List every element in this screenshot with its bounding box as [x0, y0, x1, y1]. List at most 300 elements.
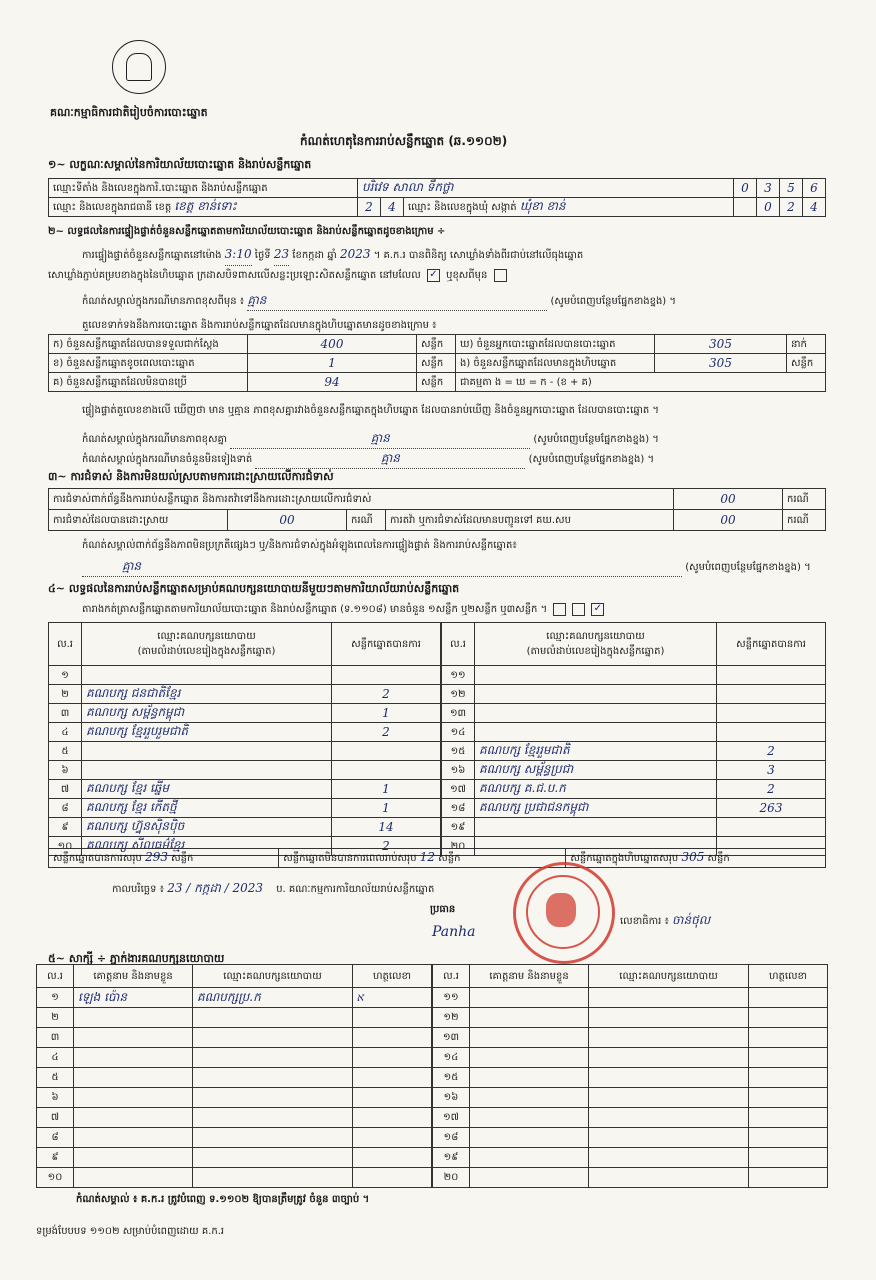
figures-row [49, 354, 826, 373]
location-digit: 3 [757, 179, 780, 198]
vote-count: 1 [332, 780, 441, 799]
row-number: ១៣ [442, 704, 475, 723]
col-votes: សន្លឹកឆ្នោតបានការ [332, 623, 441, 666]
note3-label: កំណត់សម្គាល់ក្នុងករណីមានចំនួនមិនទៀងទាត់ [82, 454, 253, 465]
witness-name [74, 1108, 193, 1128]
location-value: បរិវេទ សាលា ទឹកថ្លា [358, 179, 734, 198]
row-number: ១៦ [442, 761, 475, 780]
row-number: ២០ [433, 1168, 470, 1188]
row-number: ៧ [49, 780, 82, 799]
changed-label: ឬខុសពីមុន [446, 270, 488, 281]
totals-table [48, 848, 826, 868]
results-table-right [441, 622, 826, 856]
same-checkbox[interactable]: ✓ [427, 269, 440, 282]
result-row [442, 780, 826, 799]
row-number: ១៧ [442, 780, 475, 799]
note-value: គ្មាន [247, 292, 547, 311]
result-row [442, 666, 826, 685]
total-box-label: សន្លឹកឆ្នោតក្នុងហិបឆ្នោតសរុប [570, 853, 679, 864]
row-number: ២ [49, 685, 82, 704]
section3-heading: ៣~ ការជំទាស់ និងការមិនយល់ស្របតាមការដោះស្រាយលើការជំទាស់ [48, 470, 334, 483]
row-number: ១៨ [442, 799, 475, 818]
col-no: ល.រ [433, 965, 470, 988]
witness-row [433, 1148, 828, 1168]
result-row [49, 799, 441, 818]
witness-row [433, 1128, 828, 1148]
witness-party [193, 1088, 353, 1108]
party-name: គណបក្ស ខ្មែរ កើតថ្មី [82, 799, 332, 818]
footnote: កំណត់សម្គាល់ ៖ គ.ក.រ ត្រូវបំពេញ ទ.១១០២ ឱ្យបានត្រឹមត្រូវ ចំនួន ៣ច្បាប់ ។ [76, 1194, 370, 1205]
result-row [442, 685, 826, 704]
figure-label: ង) ចំនួនសន្លឹកឆ្នោតដែលមានក្នុងហិបឆ្នោត [456, 354, 655, 373]
witness-party [589, 1088, 749, 1108]
page-title: កំណត់ហេតុនៃការរាប់សន្លឹកឆ្នោត (ឆ.១១០២) [300, 134, 508, 148]
total-unit: សន្លឹក [707, 853, 730, 864]
party-name: គណបក្ស ខ្មែររួបរួមជាតិ [82, 723, 332, 742]
result-row [49, 818, 441, 837]
witness-party [589, 1128, 749, 1148]
forwarded-count: 00 [674, 510, 783, 531]
witness-party [589, 1028, 749, 1048]
witness-party [193, 1148, 353, 1168]
col-party-sub: (តាមលំដាប់លេខរៀងក្នុងសន្លឹកឆ្នោត) [526, 646, 665, 657]
figure-unit: នាក់ [787, 335, 826, 354]
witness-row [433, 988, 828, 1008]
vote-count [717, 723, 826, 742]
row-number: ១២ [442, 685, 475, 704]
result-row [442, 742, 826, 761]
total-valid: 293 [145, 850, 168, 864]
witness-row [37, 988, 432, 1008]
objection-unit: ករណី [783, 489, 826, 510]
witness-signature [353, 1168, 432, 1188]
note2-line [82, 430, 822, 449]
emblem-icon [112, 40, 166, 94]
location-digit: 5 [780, 179, 803, 198]
witness-signature [749, 1048, 828, 1068]
committee-label: ប. គណៈកម្មការការិយាល័យរាប់សន្លឹកឆ្នោត [276, 884, 435, 895]
witness-signature [749, 1128, 828, 1148]
witness-table-left [36, 964, 432, 1188]
commune-label: ឈ្មោះ និងលេខក្នុងឃុំ សង្កាត់ [408, 202, 517, 213]
section4-heading: ៤~ លទ្ធផលនៃការរាប់សន្លឹកឆ្នោតសម្រាប់គណបក្សនយោបាយនីមួយៗតាមការិយាល័យរាប់សន្លឹកឆ្នោត [48, 582, 460, 595]
note2-value: គ្មាន [230, 430, 530, 449]
total-box-cell [566, 849, 826, 868]
witness-name [470, 1048, 589, 1068]
witness-name [74, 1148, 193, 1168]
total-valid-cell [49, 849, 279, 868]
note-line [82, 292, 832, 311]
result-row [442, 761, 826, 780]
vote-count: 2 [717, 742, 826, 761]
province-value: ខេត្ត ខាន់ទោះ [174, 199, 237, 213]
section3-note-value: គ្មាន [82, 558, 682, 577]
party-name: គណបក្ស ខ្មែររួមជាតិ [475, 742, 717, 761]
figure-value: 1 [248, 354, 417, 373]
section1-heading: ១~ លក្ខណៈសម្គាល់នៃការិយាល័យបោះឆ្នោត និងរាប់សន្លឹកឆ្នោត [48, 158, 312, 171]
witness-party [193, 1008, 353, 1028]
witness-signature [353, 1028, 432, 1048]
row-number: ៩ [49, 818, 82, 837]
result-row [49, 761, 441, 780]
forwarded-label: ការតវ៉ា ឬការជំទាស់ដែលមានបញ្ជូនទៅ គឃ.សប [386, 510, 674, 531]
verify-hour: 3:10 [225, 244, 252, 266]
witness-signature [353, 1108, 432, 1128]
witness-row [37, 1168, 432, 1188]
col-votes: សន្លឹកឆ្នោតបានការ [717, 623, 826, 666]
figure-unit: សន្លឹក [417, 373, 456, 392]
witness-name [470, 1088, 589, 1108]
witness-party [589, 1108, 749, 1128]
col-no: ល.រ [49, 623, 82, 666]
province-cell [49, 198, 358, 217]
row-number: ៤ [49, 723, 82, 742]
witness-row [37, 1048, 432, 1068]
one-sheet-checkbox[interactable] [553, 603, 566, 616]
note2-label: កំណត់សម្គាល់ក្នុងករណីមានភាពខុសគ្នា [82, 434, 228, 445]
witness-signature [353, 1128, 432, 1148]
vote-count [717, 704, 826, 723]
witness-party [193, 1028, 353, 1048]
witness-row [37, 1108, 432, 1128]
figure-unit: សន្លឹក [417, 354, 456, 373]
result-row [49, 742, 441, 761]
witness-row [37, 1008, 432, 1028]
location-digit: 0 [734, 179, 757, 198]
province-label: ឈ្មោះ និងលេខក្នុងរាជធានី ខេត្ត [53, 202, 172, 213]
row-number: ១៥ [433, 1068, 470, 1088]
total-invalid-cell [279, 849, 566, 868]
row-number: ៥ [49, 742, 82, 761]
witness-party [193, 1068, 353, 1088]
party-name [475, 723, 717, 742]
three-sheet-checkbox[interactable]: ✓ [591, 603, 604, 616]
witness-name [74, 1128, 193, 1148]
party-name [475, 666, 717, 685]
seal-check-line [48, 268, 828, 283]
vote-count: 1 [332, 799, 441, 818]
witness-name [74, 1088, 193, 1108]
objection-count: 00 [674, 489, 783, 510]
witness-signature: ﬡ [353, 988, 432, 1008]
witness-party [193, 1128, 353, 1148]
vote-count [332, 761, 441, 780]
party-name: គណបក្ស សម្ព័ន្ធកម្ពុជា [82, 704, 332, 723]
party-name: គណបក្ស ជនជាតិខ្មែរ [82, 685, 332, 704]
row-number: ៤ [37, 1048, 74, 1068]
figure-value: 305 [655, 354, 787, 373]
witness-signature [749, 1168, 828, 1188]
result-row [49, 685, 441, 704]
witness-party [589, 1168, 749, 1188]
col-party: ឈ្មោះគណបក្សនយោបាយ [589, 965, 749, 988]
col-name: គោត្តនាម និងនាមខ្លួន [470, 965, 589, 988]
day-label: ថ្ងៃទី [254, 250, 271, 261]
figure-value: 305 [655, 335, 787, 354]
witness-signature [749, 988, 828, 1008]
witness-name [470, 1168, 589, 1188]
col-party-sub: (តាមលំដាប់លេខរៀងក្នុងសន្លឹកឆ្នោត) [137, 646, 276, 657]
section4-intro [82, 602, 822, 617]
verify-year: 2023 [339, 247, 371, 261]
witness-signature [353, 1088, 432, 1108]
witness-name [470, 1128, 589, 1148]
col-party [475, 623, 717, 666]
party-name: គណបក្ស គ.ជ.ប.ក [475, 780, 717, 799]
location-digit: 6 [803, 179, 826, 198]
note3-value: គ្មាន [255, 450, 525, 469]
province-digit: 2 [358, 198, 381, 217]
note-hint: (សូមបំពេញបន្ថែមផ្នែកខាងខ្នង) ។ [550, 296, 676, 307]
row-number: ១៥ [442, 742, 475, 761]
witness-signature [749, 1028, 828, 1048]
witness-table-right [432, 964, 828, 1188]
chair-signature: Panha [432, 924, 476, 940]
col-no: ល.រ [442, 623, 475, 666]
witness-party [193, 1048, 353, 1068]
chair-label: ប្រធាន [430, 904, 456, 915]
witness-row [433, 1088, 828, 1108]
location-label: ឈ្មោះទីតាំង និងលេខក្នុងការិ.បោះឆ្នោត និងរាប់សន្លឹកឆ្នោត [49, 179, 358, 198]
figures-table [48, 334, 826, 392]
results-table-left [48, 622, 441, 856]
total-invalid-label: សន្លឹកឆ្នោតមិនបានការពេលរាប់សរុប [283, 853, 417, 864]
two-sheet-checkbox[interactable] [572, 603, 585, 616]
result-row [442, 818, 826, 837]
row-number: ១២ [433, 1008, 470, 1028]
party-name [82, 666, 332, 685]
witness-name: ឡេង ប៉ោន [74, 988, 193, 1008]
witness-party [589, 988, 749, 1008]
compare-text: ផ្ទៀងផ្ទាត់តួលេខខាងលើ ឃើញថា មាន ឬគ្មាន ភាពខុសគ្នារវាងចំនួនសន្លឹកឆ្នោតក្នុងហិបឆ្នោត ដែលបានរាប់ឃើញ និងចំនួនអ្នកបោះឆ្នោត ដែលបានបោះឆ្នោត ។ [82, 405, 659, 416]
witness-name [74, 1068, 193, 1088]
note2-hint: (សូមបំពេញបន្ថែមផ្នែកខាងខ្នង) ។ [533, 434, 659, 445]
row-number: ៨ [37, 1128, 74, 1148]
witness-signature [749, 1008, 828, 1028]
seal-check-text: សោឃ្លាំងភ្ជាប់គម្របខាងក្នុងនៃហិបឆ្នោត ក្រដាសបិទពាសលើសន្លះប្រឡោះសិតសន្លឹកឆ្នោត នៅមលែល [48, 270, 421, 281]
col-party-label: ឈ្មោះគណបក្សនយោបាយ [157, 631, 256, 642]
vote-count: 2 [332, 837, 441, 856]
vote-count [332, 742, 441, 761]
party-name [82, 742, 332, 761]
witness-name [470, 1028, 589, 1048]
witness-name [470, 1108, 589, 1128]
figure-value: 94 [248, 373, 417, 392]
party-name: គណបក្ស ខ្មែរ ឆ្នើម [82, 780, 332, 799]
row-number: ១០ [49, 837, 82, 856]
row-number: ១ [37, 988, 74, 1008]
verify-text: ។ គ.ក.រ បានពិនិត្យ សោឃ្លាំងទាំងពីរជាប់នៅលើធុងឆ្នោត [373, 250, 584, 261]
party-name [475, 704, 717, 723]
row-number: ១១ [442, 666, 475, 685]
secretary-signature: ចាន់ថុល [672, 913, 711, 927]
vote-count: 1 [332, 704, 441, 723]
province-digit: 4 [381, 198, 404, 217]
col-party-label: ឈ្មោះគណបក្សនយោបាយ [546, 631, 645, 642]
witness-name [74, 1048, 193, 1068]
witness-party: គណបក្សប្រ.ក [193, 988, 353, 1008]
party-name: គណបក្ស ហ្វ៊ុនស៊ិនប៉ិច [82, 818, 332, 837]
figures-intro: តួលេខទាក់ទងនឹងការបោះឆ្នោត និងការរាប់សន្លឹកឆ្នោតដែលមានក្នុងហិបឆ្នោតមានដូចខាងក្រោម ៖ [82, 320, 437, 331]
row-number: ១ [49, 666, 82, 685]
vote-count [717, 666, 826, 685]
witness-signature [353, 1148, 432, 1168]
row-number: ៣ [37, 1028, 74, 1048]
vote-count: 2 [717, 780, 826, 799]
row-number: ៩ [37, 1148, 74, 1168]
vote-count [717, 685, 826, 704]
resolved-count: 00 [228, 510, 347, 531]
secretary-label: លេខាធិការ ៖ [620, 916, 669, 927]
witness-name [470, 1148, 589, 1168]
witness-row [37, 1068, 432, 1088]
witness-row [433, 1028, 828, 1048]
section3-note: កំណត់សម្គាល់ពាក់ព័ន្ធនឹងភាពមិនប្រក្រតីផ្សេងៗ ឬ/និងការជំទាស់ក្នុងអំឡុងពេលនៃការផ្ទៀងផ្ទាត់ និងការរាប់សន្លឹកឆ្នោត៖ [82, 540, 517, 551]
row-number: ៨ [49, 799, 82, 818]
witness-name [470, 988, 589, 1008]
date-label: កាលបរិច្ឆេទ ៖ [112, 884, 165, 895]
witness-signature [749, 1148, 828, 1168]
row-number: ១៩ [433, 1148, 470, 1168]
witness-signature [749, 1108, 828, 1128]
witness-party [589, 1008, 749, 1028]
row-number: ១១ [433, 988, 470, 1008]
witness-party [193, 1108, 353, 1128]
total-unit: សន្លឹក [438, 853, 461, 864]
figure-label: ក) ចំនួនសន្លឹកឆ្នោតដែលបានទទួលជាក់ស្តែង [49, 335, 248, 354]
vote-count [717, 818, 826, 837]
official-stamp-icon [513, 862, 615, 964]
row-number: ១៩ [442, 818, 475, 837]
resolved-label: ការជំទាស់ដែលបានដោះស្រាយ [49, 510, 228, 531]
section5-heading: ៥~ សាក្សី ÷ ភ្នាក់ងារគណបក្សនយោបាយ [48, 952, 225, 965]
row-number: ២០ [442, 837, 475, 856]
witness-party [193, 1168, 353, 1188]
month-label: ខែកក្កដា ឆ្នាំ [292, 250, 337, 261]
vote-count: 2 [332, 723, 441, 742]
section3-note-line [82, 558, 822, 577]
section2-heading: ២~ លទ្ធផលនៃការផ្ទៀងផ្ទាត់ចំនួនសន្លឹកឆ្នោតតាមការិយាល័យបោះឆ្នោត និងរាប់សន្លឹកឆ្នោតដូចខាងក្រោម ÷ [48, 226, 446, 237]
figure-unit: សន្លឹក [787, 354, 826, 373]
col-name: គោត្តនាម និងនាមខ្លួន [74, 965, 193, 988]
figures-row [49, 335, 826, 354]
row-number: ៣ [49, 704, 82, 723]
witness-row [433, 1008, 828, 1028]
form-code: ទម្រង់បែបបទ ១១០២ សម្រាប់បំពេញដោយ គ.ក.រ [36, 1226, 225, 1237]
result-row [442, 704, 826, 723]
witness-signature [353, 1048, 432, 1068]
row-number: ១៨ [433, 1128, 470, 1148]
col-signature: ហត្ថលេខា [353, 965, 432, 988]
row-number: ៦ [49, 761, 82, 780]
result-row [49, 666, 441, 685]
vote-count [332, 666, 441, 685]
witness-name [74, 1028, 193, 1048]
party-name [475, 818, 717, 837]
row-number: ១៤ [433, 1048, 470, 1068]
row-number: ១៦ [433, 1088, 470, 1108]
witness-row [37, 1088, 432, 1108]
forwarded-unit: ករណី [783, 510, 826, 531]
verification-paragraph [82, 244, 832, 266]
witness-signature [749, 1088, 828, 1108]
row-number: ២ [37, 1008, 74, 1028]
vote-count: 263 [717, 799, 826, 818]
witness-row [433, 1108, 828, 1128]
commune-cell [404, 198, 734, 217]
figure-label: គ) ចំនួនសន្លឹកឆ្នោតដែលមិនបានប្រើ [49, 373, 248, 392]
witness-row [433, 1048, 828, 1068]
witness-row [37, 1148, 432, 1168]
vote-count: 3 [717, 761, 826, 780]
row-number: ៥ [37, 1068, 74, 1088]
party-name [82, 761, 332, 780]
row-number: ១៤ [442, 723, 475, 742]
result-row [442, 723, 826, 742]
party-name [475, 685, 717, 704]
date-line [112, 880, 434, 898]
row-number: ១៣ [433, 1028, 470, 1048]
objection-table [48, 488, 826, 531]
commune-digit: 4 [803, 198, 826, 217]
total-valid-label: សន្លឹកឆ្នោតបានការសរុប [53, 853, 142, 864]
party-name: គណបក្ស សីលធម៌ខ្មែរ [82, 837, 332, 856]
witness-signature [353, 1008, 432, 1028]
location-table [48, 178, 826, 217]
date-value: 23 / កក្កដា / 2023 [167, 881, 264, 895]
witness-party [589, 1148, 749, 1168]
witness-name [470, 1068, 589, 1088]
note3-line [82, 450, 822, 469]
witness-signature [749, 1068, 828, 1088]
secretary-line [620, 912, 710, 930]
col-signature: ហត្ថលេខា [749, 965, 828, 988]
row-number: ៧ [37, 1108, 74, 1128]
party-name: គណបក្ស សម្ព័ន្ធប្រជា [475, 761, 717, 780]
witness-name [74, 1168, 193, 1188]
org-name: គណៈកម្មាធិការជាតិរៀបចំការបោះឆ្នោត [50, 106, 208, 119]
vote-count: 14 [332, 818, 441, 837]
figure-label: ឃ) ចំនួនអ្នកបោះឆ្នោតដែលបានបោះឆ្នោត [456, 335, 655, 354]
verify-text: ការផ្ទៀងផ្ទាត់ចំនួនសន្លឹកឆ្នោតនៅម៉ោង [82, 250, 222, 261]
section3-hint: (សូមបំពេញបន្ថែមផ្នែកខាងខ្នង) ។ [685, 562, 811, 573]
result-row [49, 704, 441, 723]
figures-row [49, 373, 826, 392]
changed-checkbox[interactable] [494, 269, 507, 282]
col-no: ល.រ [37, 965, 74, 988]
figure-unit: សន្លឹក [417, 335, 456, 354]
witness-party [589, 1048, 749, 1068]
result-row [442, 799, 826, 818]
row-number: ១០ [37, 1168, 74, 1188]
vote-count: 2 [332, 685, 441, 704]
resolved-unit: ករណី [347, 510, 386, 531]
result-row [49, 780, 441, 799]
col-party: ឈ្មោះគណបក្សនយោបាយ [193, 965, 353, 988]
commune-digit: 0 [757, 198, 780, 217]
witness-signature [353, 1068, 432, 1088]
note-label: កំណត់សម្គាល់ក្នុងករណីមានភាពខុសពីមុន ៖ [82, 296, 245, 307]
objection-label: ការជំទាស់ពាក់ព័ន្ធនឹងការរាប់សន្លឹកឆ្នោត និងការតវ៉ាទៅនឹងការដោះស្រាយលើការជំទាស់ [49, 489, 674, 510]
row-number: ១៧ [433, 1108, 470, 1128]
commune-digit: 2 [780, 198, 803, 217]
witness-row [37, 1128, 432, 1148]
witness-row [37, 1028, 432, 1048]
commune-value: ឃុំខា ខាន់ [519, 199, 566, 213]
figure-label: ខ) ចំនួនសន្លឹកឆ្នោតខូចពេលបោះឆ្នោត [49, 354, 248, 373]
total-invalid: 12 [419, 850, 436, 864]
row-number: ៦ [37, 1088, 74, 1108]
